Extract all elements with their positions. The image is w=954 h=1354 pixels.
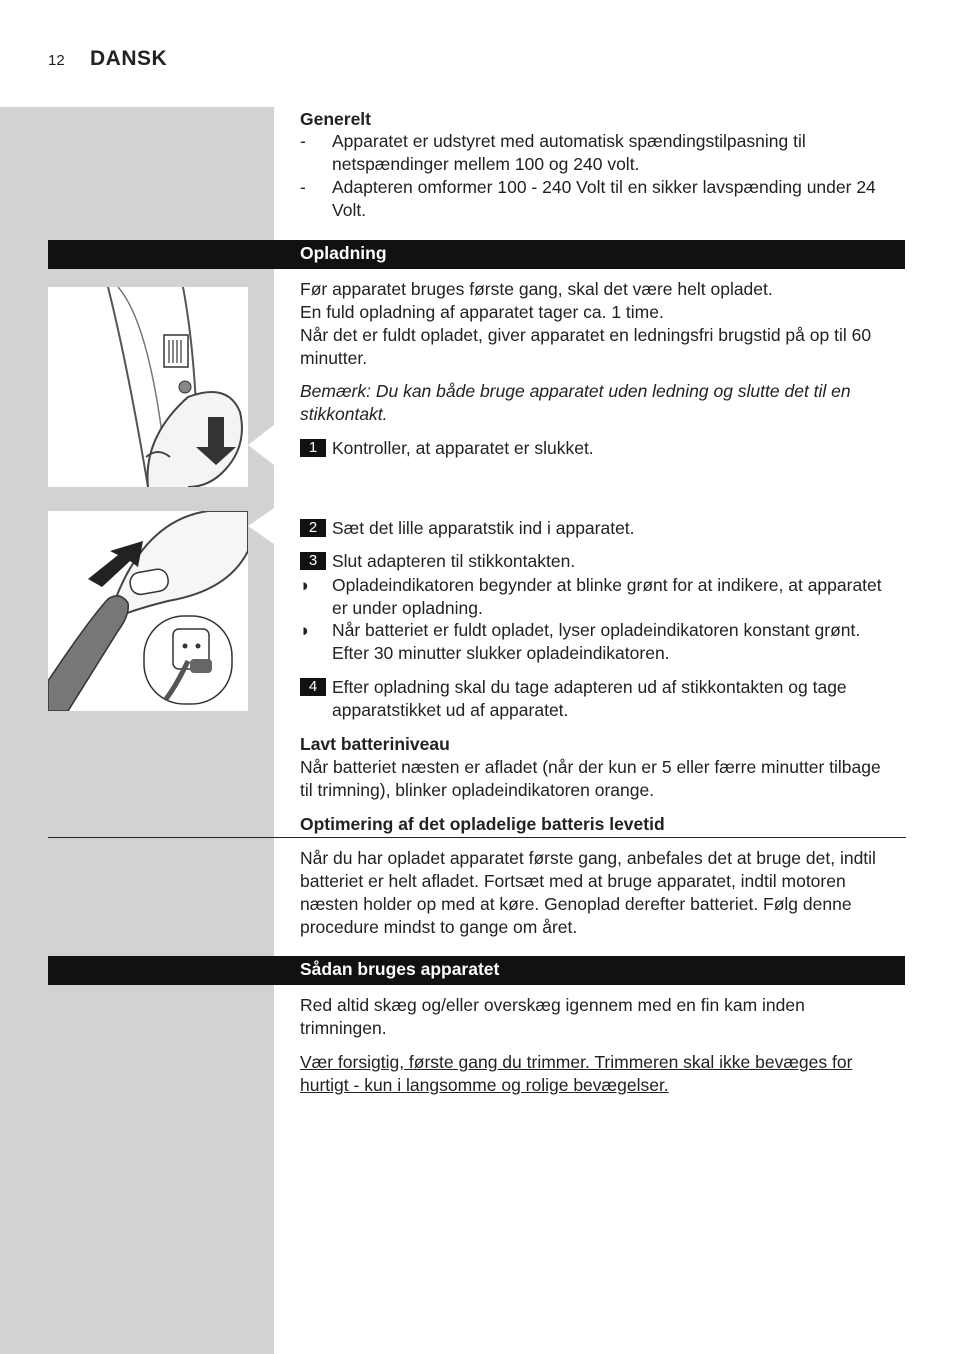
generelt-heading: Generelt bbox=[300, 109, 371, 129]
step-text-2: Sæt det lille apparatstik ind i apparatet. bbox=[332, 518, 635, 538]
step-text-1: Kontroller, at apparatet er slukket. bbox=[332, 438, 594, 458]
step-number-1: 1 bbox=[300, 439, 326, 457]
generelt-item-2: - Adapteren omformer 100 - 240 Volt til en sikker lavspænding under 24 Volt. bbox=[300, 177, 876, 220]
bullet-icon: ◗ bbox=[300, 620, 311, 640]
step-text-3: Slut adapteren til stikkontakten. bbox=[332, 551, 576, 571]
step-number-3: 3 bbox=[300, 552, 326, 570]
dash-marker: - bbox=[300, 131, 306, 151]
bullet-item-2: ◗ Når batteriet er fuldt opladet, lyser opladeindikatoren konstant grønt. Efter 30 minutter slukker opladeindikatoren. bbox=[300, 620, 861, 663]
step-text-4: Efter opladning skal du tage adapteren ud af stikkontakten og tage apparatstikket ud af apparatet. bbox=[332, 677, 847, 720]
section-bar-opladning bbox=[48, 240, 905, 269]
generelt-item-1: - Apparatet er udstyret med automatisk spændingstilpasning til netspændinger mellem 100 og 240 volt. bbox=[300, 131, 806, 174]
step-number-4: 4 bbox=[300, 678, 326, 696]
section-bar-saadan bbox=[48, 956, 905, 985]
opladning-note: Bemærk: Du kan både bruge apparatet uden ledning og slutte det til en stikkontakt. bbox=[300, 381, 851, 424]
saadan-warning: Vær forsigtig, første gang du trimmer. Trimmeren skal ikke bevæges for hurtigt - kun i langsomme og rolige bevægelser. bbox=[300, 1052, 853, 1095]
section-divider bbox=[48, 837, 906, 838]
saadan-text: Red altid skæg og/eller overskæg igennem med en fin kam inden trimningen. bbox=[300, 995, 805, 1038]
low-battery-heading: Lavt batteriniveau bbox=[300, 734, 450, 754]
optimering-text: Når du har opladet apparatet første gang, anbefales det at bruge det, indtil batteriet er helt afladet. Fortsæt med at bruge apparatet, indtil motoren næsten holder op med at køre. Genoplad derefter batteriet. Følg denne procedure mindst to gange om året. bbox=[300, 848, 876, 937]
language-heading: DANSK bbox=[90, 47, 168, 70]
bullet-icon: ◗ bbox=[300, 575, 311, 595]
pointer-triangle bbox=[248, 425, 274, 465]
opladning-intro-1: Før apparatet bruges første gang, skal det være helt opladet. bbox=[300, 279, 773, 299]
illustration-switch-off bbox=[48, 287, 248, 487]
section-title-saadan: Sådan bruges apparatet bbox=[300, 959, 500, 979]
section-title-opladning: Opladning bbox=[300, 243, 387, 263]
pointer-triangle bbox=[248, 508, 274, 544]
opladning-intro-2: En fuld opladning af apparatet tager ca. 1 time. bbox=[300, 302, 664, 322]
dash-marker: - bbox=[300, 177, 306, 197]
opladning-intro-3: Når det er fuldt opladet, giver apparatet en ledningsfri brugstid på op til 60 minutter. bbox=[300, 325, 872, 368]
bullet-item-1: ◗ Opladeindikatoren begynder at blinke grønt for at indikere, at apparatet er under opladning. bbox=[300, 575, 882, 618]
page-number: 12 bbox=[48, 52, 65, 69]
optimering-heading: Optimering af det opladelige batteris levetid bbox=[300, 814, 665, 834]
illustration-plug-in bbox=[48, 511, 248, 711]
step-number-2: 2 bbox=[300, 519, 326, 537]
low-battery-text: Når batteriet næsten er afladet (når der kun er 5 eller færre minutter tilbage til trimning), blinker opladeindikatoren orange. bbox=[300, 757, 881, 800]
